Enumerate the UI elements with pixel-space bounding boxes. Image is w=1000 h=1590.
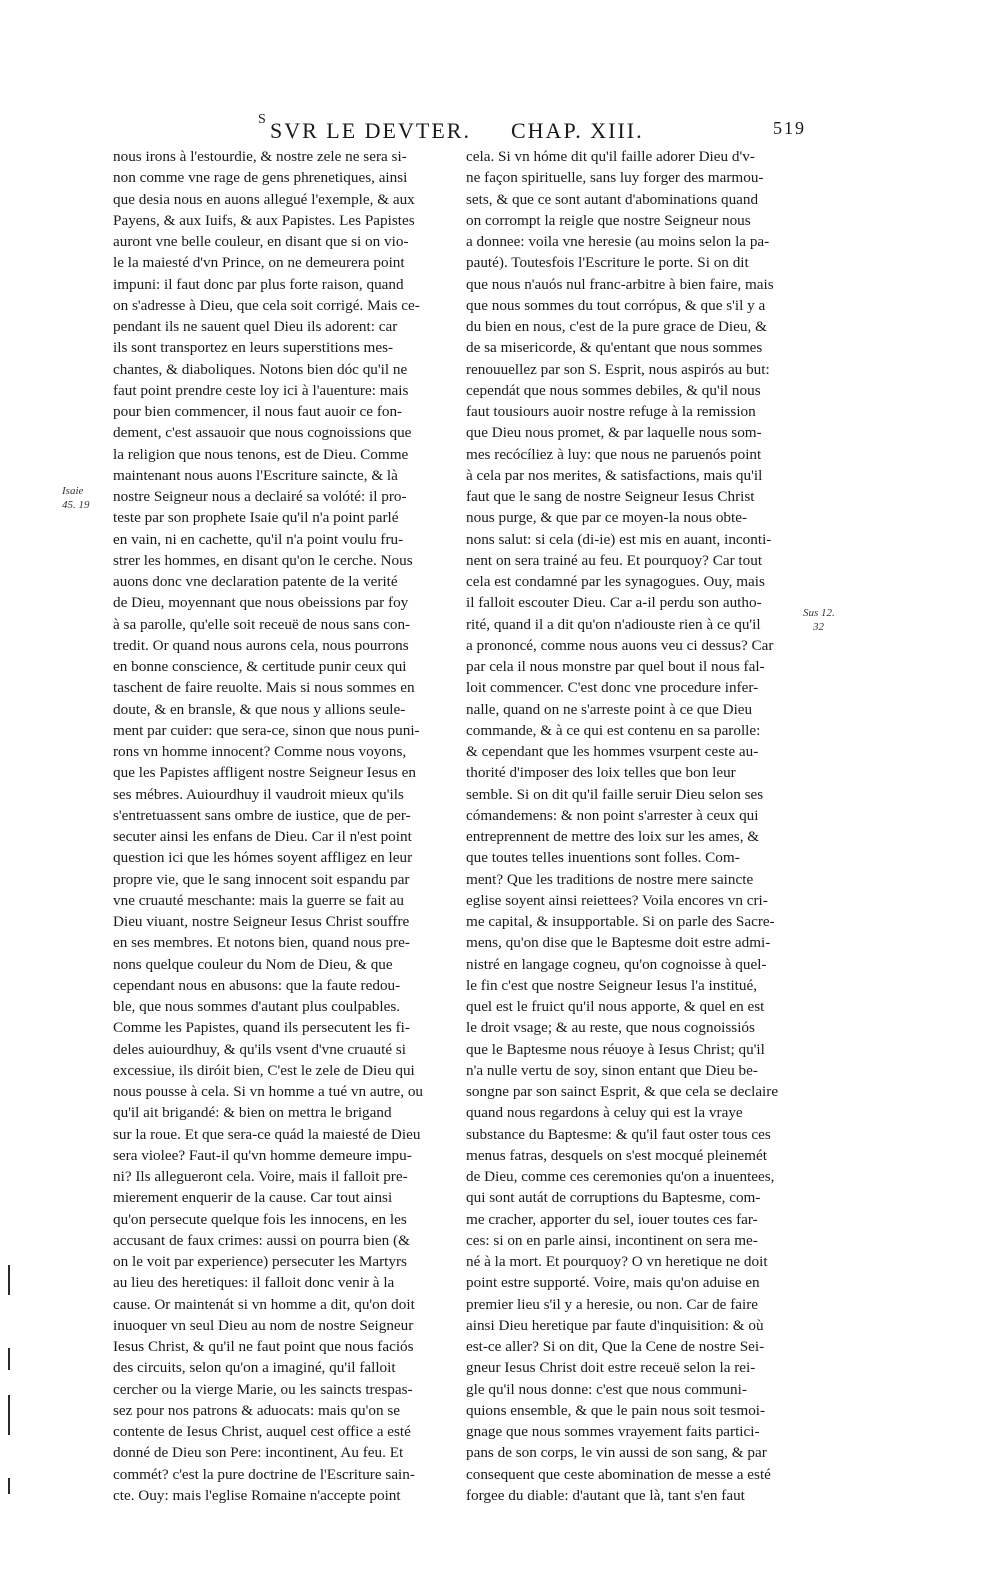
text-line: par cela il nous monstre par quel bout il nous fal- [466, 658, 765, 675]
text-line: forgee du diable: d'autant que là, tant s'en faut [466, 1486, 745, 1504]
text-line: maintenant nous auons l'Escriture saincte, & là [113, 466, 398, 484]
signature-mark: S [258, 112, 268, 127]
text-line: des circuits, selon qu'on a imaginé, qu'il falloit [113, 1359, 396, 1377]
text-line: nous purge, & que par ce moyen-la nous obte- [466, 509, 748, 527]
text-line: mens, qu'on dise que le Baptesme doit estre admi- [466, 934, 771, 952]
text-line: en bonne conscience, & certitude punir ceux qui [113, 658, 407, 675]
text-line: n'a nulle vertu de soy, sinon entant que Dieu be- [466, 1061, 758, 1079]
text-line: pendant ils ne sauent quel Dieu ils adorent: car [113, 318, 398, 335]
text-line: auront vne belle couleur, en disant que si on vio- [113, 233, 409, 250]
margin-note-right [803, 606, 845, 634]
text-line: Comme les Papistes, quand ils persecutent les fi- [113, 1019, 410, 1037]
text-line: quions ensemble, & que le pain nous soit tesmoi- [466, 1401, 766, 1419]
margin-note-left [62, 484, 110, 512]
text-line: s'entretuassent sans ombre de iustice, que de per- [113, 806, 411, 824]
text-line: quand nous regardons à celuy qui est la vraye [466, 1104, 743, 1122]
text-line: eglise soyent ainsi reiettees? Voila encores vn cri- [466, 891, 768, 909]
margin-note-line: 32 [813, 621, 824, 633]
text-line: a prononcé, comme nous auons veu ci dessus? Car [466, 636, 774, 654]
text-line: semble. Si on dit qu'il faille seruir Dieu selon ses [466, 785, 764, 803]
text-line: consequent que ceste abomination de messe a esté [466, 1465, 771, 1483]
page-edge-mark [8, 1265, 10, 1295]
text-line: on corrompt la reigle que nostre Seigneur nous [466, 211, 751, 229]
text-line: de sa misericorde, & qu'entant que nous sommes [466, 339, 763, 357]
text-line: propre vie, que le sang innocent soit espandu par [113, 870, 410, 888]
text-line: sera violee? Faut-il qu'vn homme demeure impu- [113, 1146, 412, 1164]
text-line: deles auiourdhuy, & qu'ils vsent d'vne cruauté si [113, 1040, 406, 1058]
text-line: renouuellez par son S. Esprit, nous aspirós au but: [466, 360, 770, 378]
text-line: nent on sera trainé au feu. Et pourquoy? Car tout [466, 551, 763, 569]
text-line: la religion que nous tenons, est de Dieu. Comme [113, 445, 409, 463]
text-line: nous irons à l'estourdie, & nostre zele ne sera si- [113, 148, 407, 165]
text-line: nous pousse à cela. Si vn homme a tué vn autre, ou [113, 1083, 424, 1100]
text-line: que toutes telles inuentions sont folles. Com- [466, 849, 740, 867]
text-line: tredit. Or quand nous aurons cela, nous pourrons [113, 636, 409, 654]
text-line: que desia nous en auons allegué l'exemple, & aux [113, 190, 415, 208]
text-line: cte. Ouy: mais l'eglise Romaine n'accepte point [113, 1486, 401, 1504]
text-line: ni? Ils allegueront cela. Voire, mais il falloit pre- [113, 1168, 408, 1185]
text-line: cómandemens: & non point s'arrester à ceux qui [466, 806, 759, 824]
text-line: de Dieu, moyennant que nous obeissions par foy [113, 594, 409, 612]
text-line: excessiue, ils diróit bien, C'est le zele de Dieu qui [113, 1061, 415, 1079]
text-line: en ses membres. Et notons bien, quand nous pre- [113, 934, 410, 952]
text-line: de Dieu, comme ces ceremonies qu'on a inuentees, [466, 1168, 775, 1185]
text-line: rons vn homme innocent? Comme nous voyons, [113, 743, 407, 760]
text-line: ment? Que les traditions de nostre mere saincte [466, 870, 754, 888]
text-line: il falloit escouter Dieu. Car a-il perdu son autho- [466, 594, 762, 612]
text-line: le la maiesté d'vn Prince, on ne demeurera point [113, 254, 405, 272]
text-line: teste par son prophete Isaie qu'il n'a point parlé [113, 509, 399, 527]
text-line: non comme vne rage de gens phrenetiques, ainsi [113, 169, 408, 187]
text-line: nistré en langage cogneu, qu'on cognoisse à quel- [466, 955, 767, 973]
text-line: contente de Iesus Christ, auquel cest office a esté [113, 1423, 411, 1440]
text-line: strer les hommes, en disant qu'on le cerche. Nous [113, 551, 413, 569]
text-line: doute, & en bransle, & que nous y allions seule- [113, 700, 406, 718]
running-title: SVR LE DEVTER. [270, 118, 471, 143]
page-edge-mark [8, 1348, 10, 1370]
text-line: vne cruauté meschante: mais la guerre se fait au [113, 891, 404, 909]
text-line: pans de son corps, le vin aussi de son sang, & par [466, 1444, 767, 1462]
text-line: sur la roue. Et que sera-ce quád la maiesté de Dieu [113, 1125, 421, 1143]
text-line: cela. Si vn hóme dit qu'il faille adorer Dieu d'v- [466, 148, 755, 165]
text-line: sez pour nos patrons & aduocats: mais qu'on se [113, 1401, 401, 1419]
text-line: & cependant que les hommes vsurpent ceste au- [466, 743, 759, 760]
text-line: cependát que nous sommes debiles, & qu'il nous [466, 381, 761, 399]
text-line: que les Papistes affligent nostre Seigneur Iesus en [113, 764, 416, 782]
text-line: accusant de faux crimes: aussi on pourra bien (& [113, 1231, 410, 1249]
text-line: ces: si on en parle ainsi, incontinent on sera me- [466, 1231, 758, 1249]
text-line: pauté). Toutesfois l'Escriture le porte. Si on dit [466, 254, 749, 272]
text-line: ble, que nous sommes d'autant plus coulpables. [113, 998, 401, 1015]
text-line: faut point prendre ceste loy ici à l'auenture: mais [113, 381, 409, 399]
left-text-column [113, 146, 458, 1506]
text-line: à sa parolle, qu'elle soit receuë de nous sans con- [113, 615, 411, 633]
text-line: ils sont transportez en leurs superstitions mes- [113, 339, 394, 357]
page-edge-mark [8, 1478, 10, 1494]
page-number: 519 [773, 118, 806, 138]
margin-note-line: 45. 19 [62, 499, 90, 511]
text-line: faut que le sang de nostre Seigneur Iesus Christ [466, 488, 755, 505]
text-line: quel est le fruict qu'il nous apporte, & quel en est [466, 998, 765, 1015]
text-line: impuni: il faut donc par plus forte raison, quand [113, 275, 404, 293]
text-line: nalle, quand on ne s'arreste point à ce que Dieu [466, 700, 753, 718]
text-line: nostre Seigneur nous a declairé sa volóté: il pro- [113, 488, 407, 505]
text-line: on le voit par experience) persecuter les Martyrs [113, 1253, 407, 1270]
text-line: rité, quand il a dit qu'on n'adiouste rien à ce qu'il [466, 615, 761, 633]
text-line: on s'adresse à Dieu, que cela soit corrigé. Mais ce- [113, 296, 420, 314]
text-line: ses mébres. Auiourdhuy il vaudroit mieux qu'ils [113, 785, 404, 803]
text-line: cause. Or maintenát si vn homme a dit, qu'on doit [113, 1295, 415, 1313]
text-line: le fin c'est que nostre Seigneur Iesus l'a institué, [466, 976, 758, 994]
text-line: donné de Dieu son Pere: incontinent, Au feu. Et [113, 1444, 404, 1462]
text-line: premier lieu s'il y a heresie, ou non. Car de faire [466, 1295, 759, 1313]
text-line: menus fatras, desquels on s'est mocqué pleinemét [466, 1146, 767, 1164]
text-line: le droit vsage; & au reste, que nous cognoissiós [466, 1019, 755, 1037]
text-line: me cracher, apporter du sel, iouer toutes ces far- [466, 1210, 758, 1228]
text-line: que le Baptesme nous réuoye à Iesus Christ; qu'il [466, 1040, 765, 1058]
text-line: gle qu'il nous donne: c'est que nous communi- [466, 1380, 747, 1398]
text-line: Payens, & aux Iuifs, & aux Papistes. Les Papistes [113, 211, 415, 229]
text-line: inuoquer vn seul Dieu au nom de nostre Seigneur [113, 1316, 414, 1334]
text-line: secuter ainsi les enfans de Dieu. Car il n'est point [113, 828, 412, 845]
text-line: entreprennent de mettre des loix sur les ames, & [466, 828, 760, 845]
text-line: gnage que nous sommes vrayement faits partici- [466, 1423, 760, 1440]
text-line: a donnee: voila vne heresie (au moins selon la pa- [466, 233, 770, 250]
text-line: pour bien commencer, il nous faut auoir ce fon- [113, 403, 403, 420]
text-line: cependant nous en abusons: que la faute redou- [113, 976, 401, 994]
text-line: sets, & que ce sont autant d'abominations quand [466, 190, 759, 208]
text-line: cercher ou la vierge Marie, ou les saincts trespas- [113, 1380, 413, 1398]
text-line: taschent de faire reuolte. Mais si nous sommes en [113, 679, 415, 697]
text-line: nons quelque couleur du Nom de Dieu, & que [113, 955, 393, 973]
margin-note-line: Isaie [62, 485, 84, 497]
text-line: ainsi Dieu heretique par faute d'inquisition: & où [466, 1316, 764, 1334]
text-line: me capital, & insupportable. Si on parle des Sacre- [466, 913, 775, 930]
text-line: auons donc vne declaration patente de la verité [113, 573, 398, 590]
text-line: qu'il ait brigandé: & bien on mettra le brigand [113, 1104, 392, 1122]
margin-note-line: Sus 12. [803, 607, 835, 619]
page-edge-mark [8, 1395, 10, 1435]
text-line: commande, & à ce qui est contenu en sa parolle: [466, 721, 761, 739]
text-line: au lieu des heretiques: il falloit donc venir à la [113, 1274, 395, 1292]
text-line: chantes, & diaboliques. Notons bien dóc qu'il ne [113, 360, 408, 378]
text-line: Dieu viuant, nostre Seigneur Iesus Christ souffre [113, 913, 410, 930]
text-line: en vain, ni en cachette, qu'il n'a point voulu fru- [113, 530, 404, 548]
text-line: dement, c'est assauoir que nous cognoissions que [113, 424, 412, 442]
text-line: substance du Baptesme: & qu'il faut oster tous ces [466, 1125, 771, 1143]
page-header [258, 112, 806, 148]
text-line: qu'on persecute quelque fois les innocens, en les [113, 1210, 407, 1228]
text-line: que nous sommes du tout corrópus, & que s'il y a [466, 296, 766, 314]
text-line: question ici que les hómes soyent affligez en leur [113, 849, 413, 867]
text-line: qui sont autát de corruptions du Baptesme, com- [466, 1189, 761, 1207]
text-line: point estre supporté. Voire, mais qu'on aduise en [466, 1274, 760, 1292]
chapter-heading: CHAP. XIII. [511, 118, 644, 143]
text-line: mes recócíliez à luy: que nous ne paruenós point [466, 445, 762, 463]
text-line: songne par son sainct Esprit, & que cela se declaire [466, 1083, 779, 1100]
text-line: est-ce aller? Si on dit, Que la Cene de nostre Sei- [466, 1338, 765, 1355]
text-line: nons salut: si cela (di-ie) est mis en auant, inconti- [466, 530, 772, 548]
text-line: faut tousiours auoir nostre refuge à la remission [466, 403, 756, 420]
text-line: Iesus Christ, & qu'il ne faut point que nous faciós [113, 1338, 414, 1355]
text-line: ne façon spirituelle, sans luy forger des marmou- [466, 169, 764, 187]
text-line: mierement enquerir de la cause. Car tout ainsi [113, 1189, 393, 1207]
text-line: que nous n'auós nul franc-arbitre à bien faire, mais [466, 275, 774, 293]
text-line: thorité d'imposer des loix telles que bon leur [466, 764, 736, 782]
text-line: loit commencer. C'est donc vne procedure infer- [466, 679, 759, 697]
text-line: du bien en nous, c'est de la pure grace de Dieu, & [466, 318, 767, 335]
text-line: gneur Iesus Christ doit estre receuë selon la rei- [466, 1359, 756, 1377]
text-line: à cela par nos merites, & satisfactions, mais qu'il [466, 466, 763, 484]
text-line: ment par cuider: que sera-ce, sinon que nous puni- [113, 721, 420, 739]
text-line: commét? c'est la pure doctrine de l'Escriture sain- [113, 1465, 415, 1483]
text-line: cela est condamné par les synagogues. Ouy, mais [466, 573, 765, 590]
text-line: que Dieu nous promet, & par laquelle nous som- [466, 424, 762, 442]
right-text-column [466, 146, 804, 1506]
text-line: né à la mort. Et pourquoy? O vn heretique ne doit [466, 1253, 768, 1270]
